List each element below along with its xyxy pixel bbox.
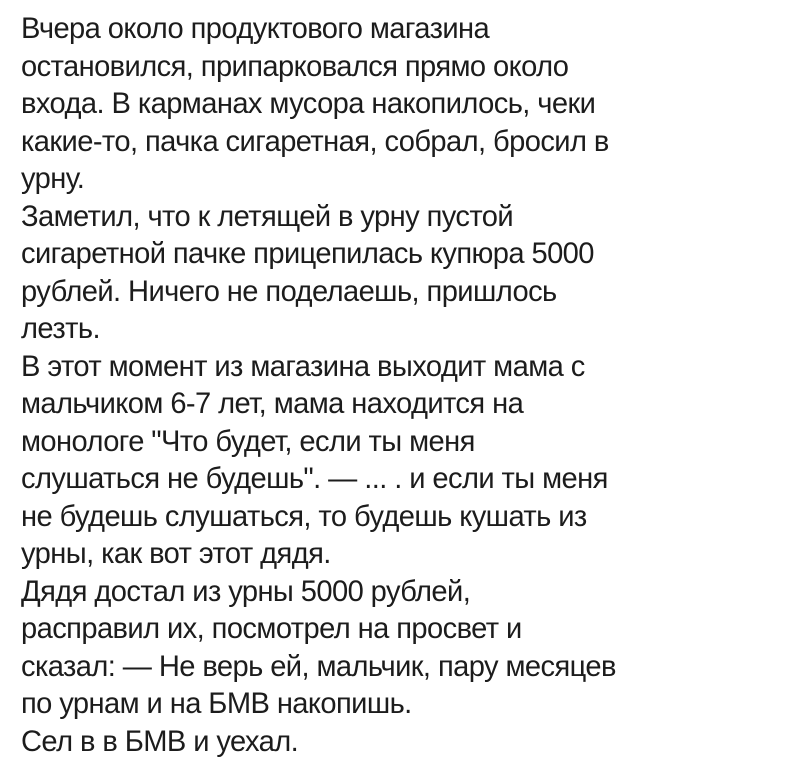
post-line: сигаретной пачке прицепилась купюра 5000 [21, 237, 594, 270]
post-line: В этот момент из магазина выходит мама с [21, 349, 585, 383]
post-line: по урнам и на БМВ накопишь. [21, 687, 412, 720]
post-line: монологе "Что будет, если ты меня [21, 424, 475, 458]
post-line: входа. В карманах мусора накопилось, чеки [21, 87, 596, 120]
post-line: Заметил, что к летящей в урну пустой [21, 199, 514, 233]
post-text [21, 10, 758, 760]
post-line: Дядя достал из урны 5000 рублей, [21, 574, 471, 608]
post-line: урну. [21, 162, 85, 195]
post-line: не будешь слушаться, то будешь кушать из [21, 499, 587, 533]
post-line: урны, как вот этот дядя. [21, 537, 331, 570]
post-line: лезть. [21, 312, 100, 345]
post-line: слушаться не будешь". — ... . и если ты меня [21, 462, 608, 495]
post-line: Сел в в БМВ и уехал. [21, 724, 299, 758]
post-line: Вчера около продуктового магазина [21, 12, 490, 45]
post-line: расправил их, посмотрел на просвет и [21, 612, 522, 645]
post-line: остановился, припарковался прямо около [21, 49, 569, 83]
post-line: какие-то, пачка сигаретная, собрал, бросил в [21, 124, 609, 158]
post-line: рублей. Ничего не поделаешь, пришлось [21, 274, 557, 308]
post-line: сказал: — Не верь ей, мальчик, пару месяцев [21, 649, 616, 683]
post-line: мальчиком 6-7 лет, мама находится на [21, 387, 524, 420]
